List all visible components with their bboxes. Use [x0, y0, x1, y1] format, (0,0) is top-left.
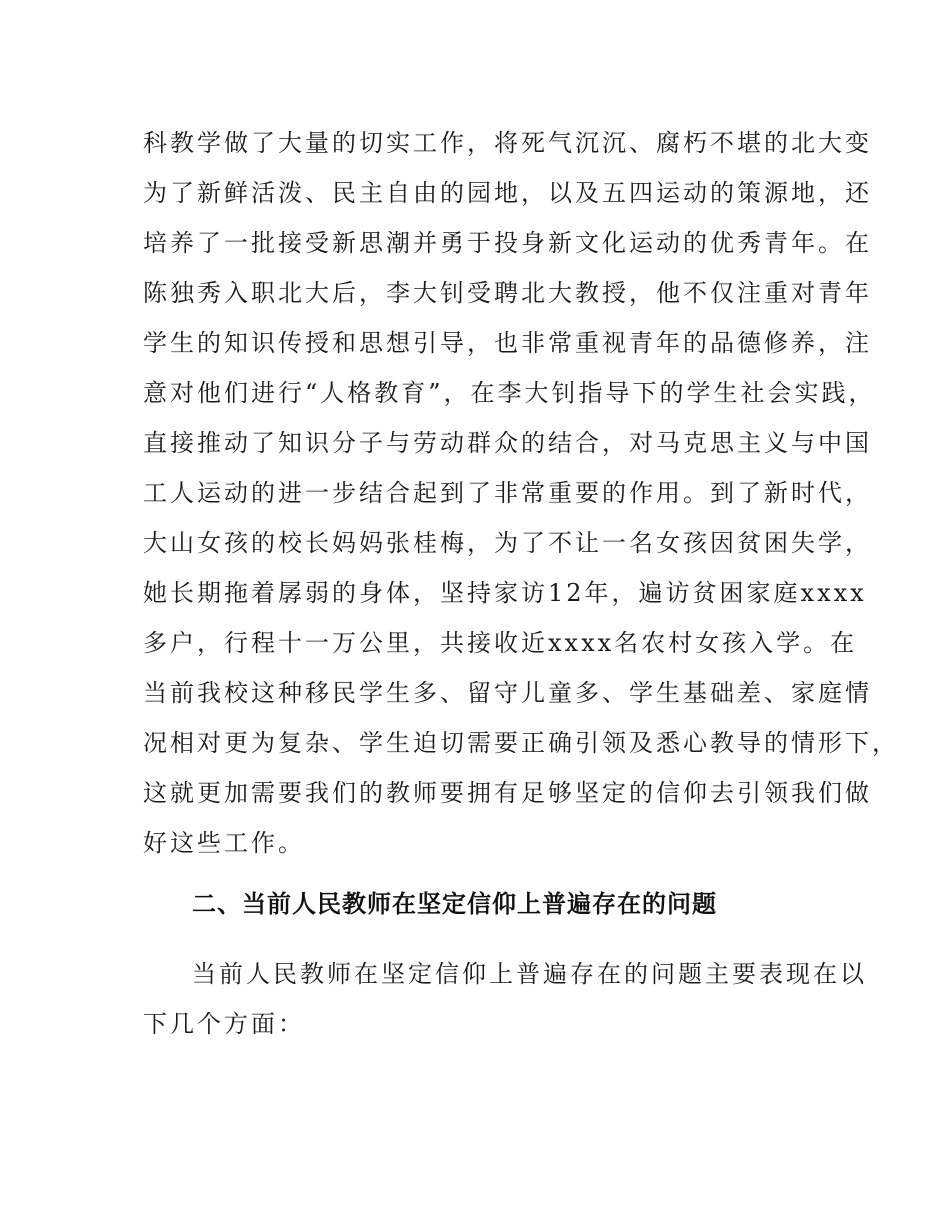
section-heading: 二、当前人民教师在坚定信仰上普遍存在的问题 — [192, 890, 717, 918]
body-text-line: 当前人民教师在坚定信仰上普遍存在的问题主要表现在以 — [192, 960, 867, 988]
body-text-line: 多户，行程十一万公里，共接收近xxxx名农村女孩入学。在 — [143, 629, 858, 657]
body-text-line: 学生的知识传授和思想引导，也非常重视青年的品德修养，注 — [143, 329, 872, 357]
body-text-line: 科教学做了大量的切实工作，将死气沉沉、腐朽不堪的北大变 — [143, 129, 872, 157]
body-text-line: 工人运动的进一步结合起到了非常重要的作用。到了新时代， — [143, 479, 872, 507]
body-text-line: 下几个方面： — [143, 1010, 305, 1038]
body-text-line: 她长期拖着孱弱的身体，坚持家访12年，遍访贫困家庭xxxx — [143, 579, 867, 607]
body-text-line: 为了新鲜活泼、民主自由的园地，以及五四运动的策源地，还 — [143, 179, 872, 207]
body-text-line: 好这些工作。 — [143, 829, 305, 857]
body-text-line: 陈独秀入职北大后，李大钊受聘北大教授，他不仅注重对青年 — [143, 279, 872, 307]
body-text-line: 这就更加需要我们的教师要拥有足够坚定的信仰去引领我们做 — [143, 779, 872, 807]
body-text-line: 直接推动了知识分子与劳动群众的结合，对马克思主义与中国 — [143, 429, 872, 457]
body-text-line: 况相对更为复杂、学生迫切需要正确引领及悉心教导的情形下， — [143, 729, 899, 757]
body-text-line: 大山女孩的校长妈妈张桂梅，为了不让一名女孩因贫困失学， — [143, 529, 872, 557]
body-text-line: 意对他们进行“人格教育”，在李大钊指导下的学生社会实践， — [143, 379, 876, 407]
body-text-line: 培养了一批接受新思潮并勇于投身新文化运动的优秀青年。在 — [143, 229, 872, 257]
body-text-line: 当前我校这种移民学生多、留守儿童多、学生基础差、家庭情 — [143, 679, 872, 707]
